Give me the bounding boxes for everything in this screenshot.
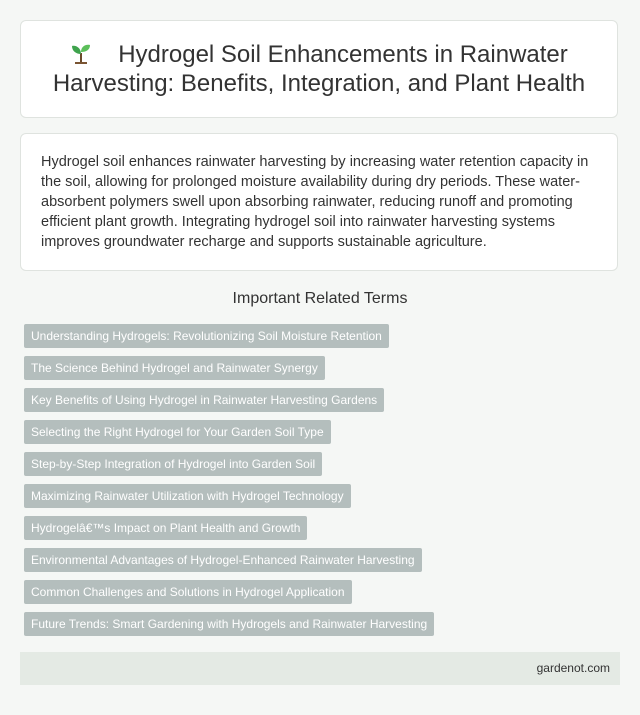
related-term[interactable] <box>24 324 434 348</box>
related-term[interactable] <box>24 580 434 604</box>
related-terms-heading: Important Related Terms <box>232 290 408 307</box>
related-term[interactable] <box>24 452 434 476</box>
sprout-icon <box>70 42 92 64</box>
related-term-label[interactable]: Understanding Hydrogels: Revolutionizing Soil Moisture Retention <box>24 324 389 348</box>
related-term-label[interactable]: Selecting the Right Hydrogel for Your Garden Soil Type <box>24 420 331 444</box>
related-term-label[interactable]: Key Benefits of Using Hydrogel in Rainwater Harvesting Gardens <box>24 388 384 412</box>
related-term[interactable] <box>24 612 434 636</box>
title-card <box>20 20 618 118</box>
page-title <box>51 40 587 98</box>
related-term-label[interactable]: Future Trends: Smart Gardening with Hydrogels and Rainwater Harvesting <box>24 612 434 636</box>
related-term-label[interactable]: The Science Behind Hydrogel and Rainwater Synergy <box>24 356 325 380</box>
related-term[interactable] <box>24 388 434 412</box>
related-terms-list <box>24 324 434 644</box>
footer-site[interactable]: gardenot.com <box>536 661 610 675</box>
intro-card <box>20 133 618 271</box>
related-term-label[interactable]: Common Challenges and Solutions in Hydrogel Application <box>24 580 352 604</box>
page-title-text: Hydrogel Soil Enhancements in Rainwater Harvesting: Benefits, Integration, and Plant Health <box>52 41 586 97</box>
related-term-label[interactable]: Step-by-Step Integration of Hydrogel into Garden Soil <box>24 452 322 476</box>
related-term[interactable] <box>24 516 434 540</box>
related-term[interactable] <box>24 548 434 572</box>
footer <box>20 652 620 685</box>
intro-text: Hydrogel soil enhances rainwater harvesting by increasing water retention capacity in the soil, allowing for prolonged moisture availability during dry periods. These water-absorbent polymers swell upon absorbing rainwater, reducing runoff and promoting efficient plant growth. Integrating hydrogel soil into rainwater harvesting systems improves groundwater recharge and supports sustainable agriculture. <box>41 154 589 250</box>
related-term[interactable] <box>24 484 434 508</box>
related-term-label[interactable]: Maximizing Rainwater Utilization with Hydrogel Technology <box>24 484 351 508</box>
related-term[interactable] <box>24 356 434 380</box>
related-term[interactable] <box>24 420 434 444</box>
related-term-label[interactable]: Hydrogelâ€™s Impact on Plant Health and Growth <box>24 516 307 540</box>
related-term-label[interactable]: Environmental Advantages of Hydrogel-Enhanced Rainwater Harvesting <box>24 548 422 572</box>
